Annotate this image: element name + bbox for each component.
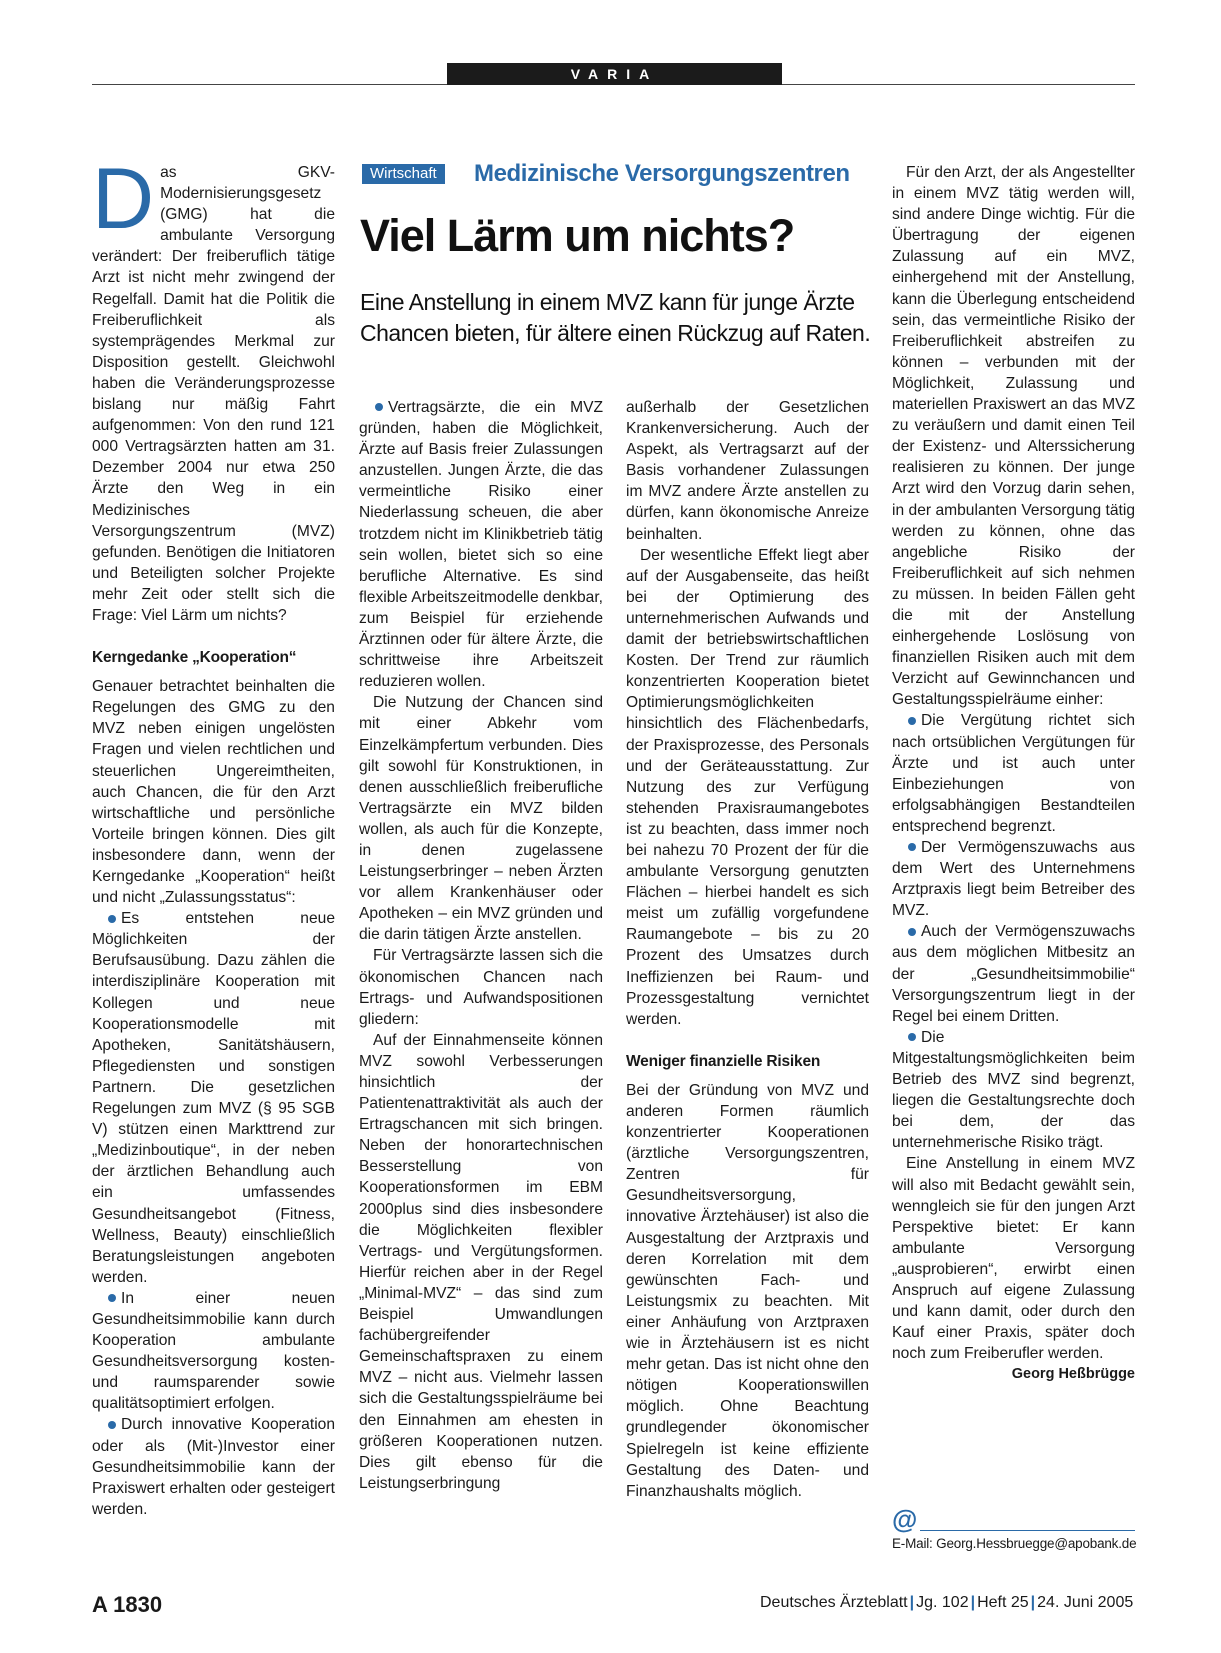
section-heading: Kerngedanke „Kooperation“	[92, 649, 297, 667]
bullet-icon	[108, 915, 116, 923]
paragraph: Für Vertragsärzte lassen sich die ökonomischen Chancen nach Ertrags- und Aufwandspositionen gliedern:	[359, 947, 603, 1028]
paragraph: Bei der Gründung von MVZ und anderen Formen räumlich konzentrierter Kooperationen (ärztliche Versorgungszentren, Zentren für Gesundheitsversorgung, innovative Ärztehäuser) ist also die Ausgestaltung der Arztpraxis und deren Korrelation mit dem gewünschten Fach- und Leistungsmix zu beachten. Mit einer Anhäufung von Arztpraxen wie in Ärztehäusern ist es nicht mehr getan. Das ist nicht ohne den nötigen Kooperationswillen möglich. Ohne Beachtung grundlegender ökonomischer Spielregeln ist keine effiziente Gestaltung des Daten- und Finanzhaushalts möglich.	[626, 1081, 869, 1500]
paragraph: Der wesentliche Effekt liegt aber auf der Ausgabenseite, das heißt bei der Optimierung des unternehmerischen Aufwands und damit der betriebswirtschaftlichen Kosten. Der Trend zur räumlich konzentrierten Kooperation bietet Optimierungsmöglichkeiten hinsichtlich des Flächenbedarfs, der Praxisprozesse, des Personals und der Geräteausstattung. Zur Nutzung des zur Verfügung stehenden Praxisraumangebotes ist zu beachten, dass immer noch bei nahezu 70 Prozent der für die ambulante Versorgung genutzten Flächen – hierbei handelt es sich meist um zufällig vorgefundene Raumangebote – bis zu 20 Prozent des Umsatzes durch Ineffizienzen bei Raum- und Prozessgestaltung vernichtet werden.	[626, 546, 869, 1028]
paragraph: Eine Anstellung in einem MVZ will also mit Bedacht gewählt sein, wenngleich sie für den jungen Arzt Perspektive bietet: Er kann ambulante Versorgung „ausprobieren“, erwirbt einen Anspruch auf eigene Zulassung und kann damit, oder durch den Kauf einer Praxis, später doch noch zum Freiberufler werden.	[892, 1155, 1135, 1363]
column-3	[626, 397, 869, 1502]
bullet-item: In einer neuen Gesundheitsimmobilie kann durch Kooperation ambulante Gesundheitsversorgung kosten- und raumsparender sowie qualitätsoptimiert erfolgen.	[92, 1289, 335, 1413]
bullet-item: Die Vergütung richtet sich nach ortsüblichen Vergütungen für Ärzte und ist auch unter Einbeziehungen von erfolgsabhängigen Bestandteilen entsprechend begrenzt.	[892, 712, 1135, 835]
email-icon: @	[892, 1504, 918, 1534]
bullet-icon	[108, 1421, 116, 1429]
separator: |	[970, 1594, 976, 1611]
paragraph: Die Nutzung der Chancen sind mit einer Abkehr vom Einzelkämpfertum verbunden. Dies gilt sowohl für Konstruktionen, in denen ausschließlich freiberufliche Vertragsärzte ein MVZ bilden wollen, als auch für die Konzepte, in denen zugelassene Leistungserbringer – neben Ärzten vor allem Krankenhäuser oder Apotheken – ein MVZ gründen und die darin tätigen Ärzte anstellen.	[359, 694, 603, 944]
headline: Viel Lärm um nichts?	[360, 210, 795, 261]
kicker: Medizinische Versorgungszentren	[474, 160, 850, 187]
drop-cap: D	[92, 151, 155, 247]
section-label: VARIA	[447, 63, 782, 85]
bullet-icon	[908, 717, 916, 725]
divider	[920, 1530, 1135, 1531]
paragraph: Genauer betrachtet beinhalten die Regelungen des GMG zu den MVZ neben einigen ungelösten Fragen und vielen rechtlichen und steuerlichen Ungereimtheiten, auch Chancen, die für den Arzt wirtschaftliche und persönliche Vorteile bringen können. Dies gilt insbesondere dann, wenn der Kerngedanke „Kooperation“ heißt und nicht „Zulassungsstatus“:	[92, 678, 335, 907]
section-heading: Weniger finanzielle Risiken	[626, 1052, 821, 1070]
bullet-icon	[908, 843, 916, 851]
journal-volume: Jg. 102	[916, 1594, 969, 1611]
separator: |	[909, 1594, 915, 1611]
bullet-item: Auch der Vermögenszuwachs aus dem möglichen Mitbesitz an der „Gesundheitsimmobilie“ Versorgungszentrum liegt in der Regel bei einem Dritten.	[892, 923, 1135, 1025]
subheadline: Eine Anstellung in einem MVZ kann für junge Ärzte Chancen bieten, für ältere einen Rückzug auf Raten.	[360, 289, 871, 346]
bullet-item: Der Vermögenszuwachs aus dem Wert des Unternehmens Arztpraxis liegt beim Betreiber des MVZ.	[892, 839, 1135, 920]
intro-paragraph: Das GKV-Modernisierungsgesetz (GMG) hat die ambulante Versorgung verändert: Der freiberuflich tätige Arzt ist nicht mehr zwingend der Regelfall. Damit hat die Politik die Freiberuflichkeit als systemprägendes Merkmal zur Disposition gestellt. Gleichwohl haben die Veränderungsprozesse bislang nur mäßig Fahrt aufgenommen: Von den rund 121 000 Vertragsärzten hatten am 31. Dezember 2004 nur etwa 250 Ärzte den Weg in ein Medizinisches Versorgungszentrum (MVZ) gefunden. Benötigen die Initiatoren und Beteiligten solcher Projekte mehr Zeit oder stellt sich die Frage: Viel Lärm um nichts?	[92, 151, 335, 624]
bullet-item: Die Mitgestaltungsmöglichkeiten beim Betrieb des MVZ sind begrenzt, liegen die Gestaltungsrechte doch bei dem, der das unternehmerische Risiko trägt.	[892, 1028, 1135, 1152]
bullet-item: Vertragsärzte, die ein MVZ gründen, haben die Möglichkeit, Ärzte auf Basis freier Zulassungen anzustellen. Jungen Ärzte, die das vermeintliche Risiko einer Niederlassung scheuen, die aber trotzdem nicht im Klinikbetrieb tätig sein wollen, bietet sich so eine berufliche Alternative. Es sind flexible Arbeitszeitmodelle denkbar, zum Beispiel für erziehende Ärztinnen oder für ältere Ärzte, die schrittweise ihre Arbeitszeit reduzieren wollen.	[359, 399, 603, 691]
journal-issue: Heft 25	[977, 1594, 1029, 1611]
author-name: Georg Heßbrügge	[1011, 1366, 1135, 1383]
category-tag: Wirtschaft	[362, 164, 445, 184]
bullet-icon	[375, 403, 383, 411]
column-1	[92, 151, 335, 1520]
journal-date: 24. Juni 2005	[1037, 1594, 1134, 1611]
author-email[interactable]: E-Mail: Georg.Hessbruegge@apobank.de	[892, 1536, 1137, 1551]
paragraph: Für den Arzt, der als Angestellter in einem MVZ tätig werden will, sind andere Dinge wichtig. Für die Übertragung der eigenen Zulassung auf ein MVZ, einhergehend mit der Anstellung, kann die Überlegung entscheidend sein, das vermeintliche Risiko der Freiberuflichkeit abstreifen zu können – verbunden mit der Möglichkeit, Zulassung und materiellen Praxiswert an das MVZ zu veräußern und damit einen Teil der Existenz- und Alterssicherung realisieren zu können. Der junge Arzt wird den Vorzug darin sehen, in der ambulanten Versorgung tätig werden zu können, ohne das angebliche Risiko der Freiberuflichkeit auf sich nehmen zu müssen. In beiden Fällen geht die mit der Anstellung einhergehende Loslösung von finanziellen Risiken auch mit dem Verzicht auf Gewinnchancen und Gestaltungsspielräume einher:	[892, 164, 1135, 709]
separator: |	[1030, 1594, 1036, 1611]
paragraph: außerhalb der Gesetzlichen Krankenversicherung. Auch der Aspekt, als Vertragsarzt auf der Basis vorhandener Zulassungen im MVZ andere Ärzte anstellen zu dürfen, kann ökonomische Anreize beinhalten.	[626, 399, 869, 543]
bullet-icon	[908, 1033, 916, 1041]
bullet-icon	[108, 1294, 116, 1302]
bullet-icon	[908, 928, 916, 936]
bullet-item: Es entstehen neue Möglichkeiten der Berufsausübung. Dazu zählen die interdisziplinäre Kooperation mit Kollegen und neue Kooperationsmodelle mit Apotheken, Sanitätshäusern, Pflegediensten und sonstigen Partnern. Die gesetzlichen Regelungen zum MVZ (§ 95 SGB V) stützen einen Markttrend zur „Medizinboutique“, in der neben der ärztlichen Behandlung auch ein umfassendes Gesundheitsangebot (Fitness, Wellness, Beauty) einschließlich Beratungsleistungen angeboten werden.	[92, 910, 335, 1286]
column-4	[892, 162, 1135, 1385]
page-number: A 1830	[92, 1592, 163, 1617]
journal-footer	[760, 1594, 1133, 1612]
column-2	[359, 397, 603, 1494]
paragraph: Auf der Einnahmenseite können MVZ sowohl Verbesserungen hinsichtlich der Patientenattraktivität als auch der Ertragschancen mit sich bringen. Neben der honorartechnischen Besserstellung von Kooperationsformen im EBM 2000plus sind dies insbesondere die Möglichkeiten flexibler Vertrags- und Vergütungsformen. Hierfür reichen aber in der Regel „Minimal-MVZ“ – das sind zum Beispiel Umwandlungen fachübergreifender Gemeinschaftspraxen zu einem MVZ – nicht aus. Vielmehr lassen sich die Gestaltungsspielräume bei den Einnahmen am ehesten in größeren Kooperationen nutzen. Dies gilt ebenso für die Leistungserbringung	[359, 1031, 603, 1492]
journal-name: Deutsches Ärzteblatt	[760, 1594, 908, 1611]
bullet-item: Durch innovative Kooperation oder als (Mit-)Investor einer Gesundheitsimmobilie kann der Praxiswert erhalten oder gesteigert werden.	[92, 1416, 335, 1518]
